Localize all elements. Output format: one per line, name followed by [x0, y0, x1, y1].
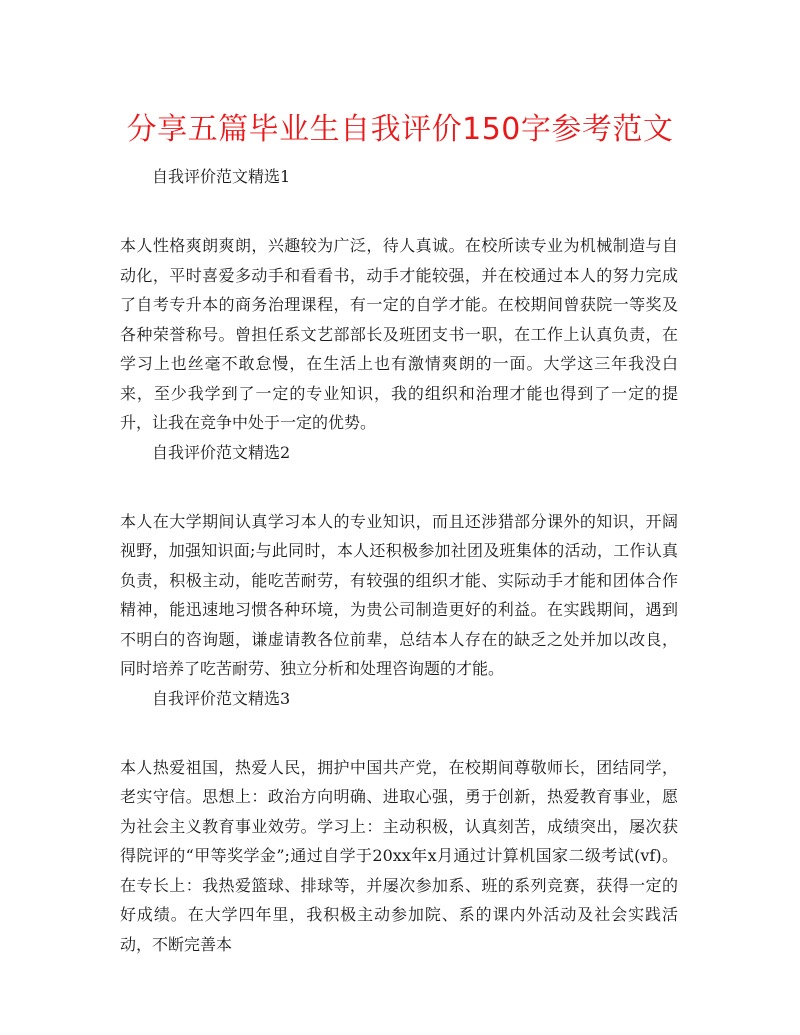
section-heading-2: 自我评价范文精选2: [152, 442, 291, 462]
section-heading-1: 自我评价范文精选1: [152, 167, 291, 186]
section-heading-3: 自我评价范文精选3: [152, 688, 291, 708]
section-paragraph-1: 本人性格爽朗爽朗，兴趣较为广泛，待人真诚。在校所读专业为机械制造与自动化，平时喜爱多动手和看看书，动手才能较强，并在校通过本人的努力完成了自考专升本的商务治理课程，有一定的自学才能。在校期间曾获院一等奖及各种荣誉称号。曾担任系文艺部部长及班团支书一职，在工作上认真负责，在学习上也丝毫不敢怠慢，在生活上也有激情爽朗的一面。大学这三年我没白来，至少我学到了一定的专业知识，我的组织和治理才能也得到了一定的提升，让我在竞争中处于一定的优势。: [120, 236, 678, 432]
section-spacer: [120, 467, 678, 507]
document-body: [120, 162, 678, 959]
section-paragraph-2: 本人在大学期间认真学习本人的专业知识，而且还涉猎部分课外的知识，开阔视野，加强知识面;与此同时，本人还积极参加社团及班集体的活动，工作认真负责，积极主动，能吃苦耐劳，有较强的组织才能、实际动手才能和团体合作精神，能迅速地习惯各种环境，为贵公司制造更好的利益。在实践期间，遇到不明白的咨询题，谦虚请教各位前辈，总结本人存在的缺乏之处并加以改良，同时培养了吃苦耐劳、独立分析和处理咨询题的才能。: [120, 511, 678, 678]
section-spacer: [120, 191, 678, 231]
section-spacer: [120, 713, 678, 753]
document-title: 分享五篇毕业生自我评价150字参考范文: [126, 112, 674, 147]
section-paragraph-3: 本人热爱祖国，热爱人民，拥护中国共产党，在校期间尊敬师长，团结同学，老实守信。思想上：政治方向明确、进取心强，勇于创新，热爱教育事业，愿为社会主义教育事业效劳。学习上：主动积极，认真刻苦，成绩突出，屡次获得院评的“甲等奖学金”;通过自学于20xx年x月通过计算机国家二级考试(vf)。在专长上：我热爱篮球、排球等，并屡次参加系、班的系列竞赛，获得一定的好成绩。在大学四年里，我积极主动参加院、系的课内外活动及社会实践活动，不断完善本: [120, 757, 678, 954]
